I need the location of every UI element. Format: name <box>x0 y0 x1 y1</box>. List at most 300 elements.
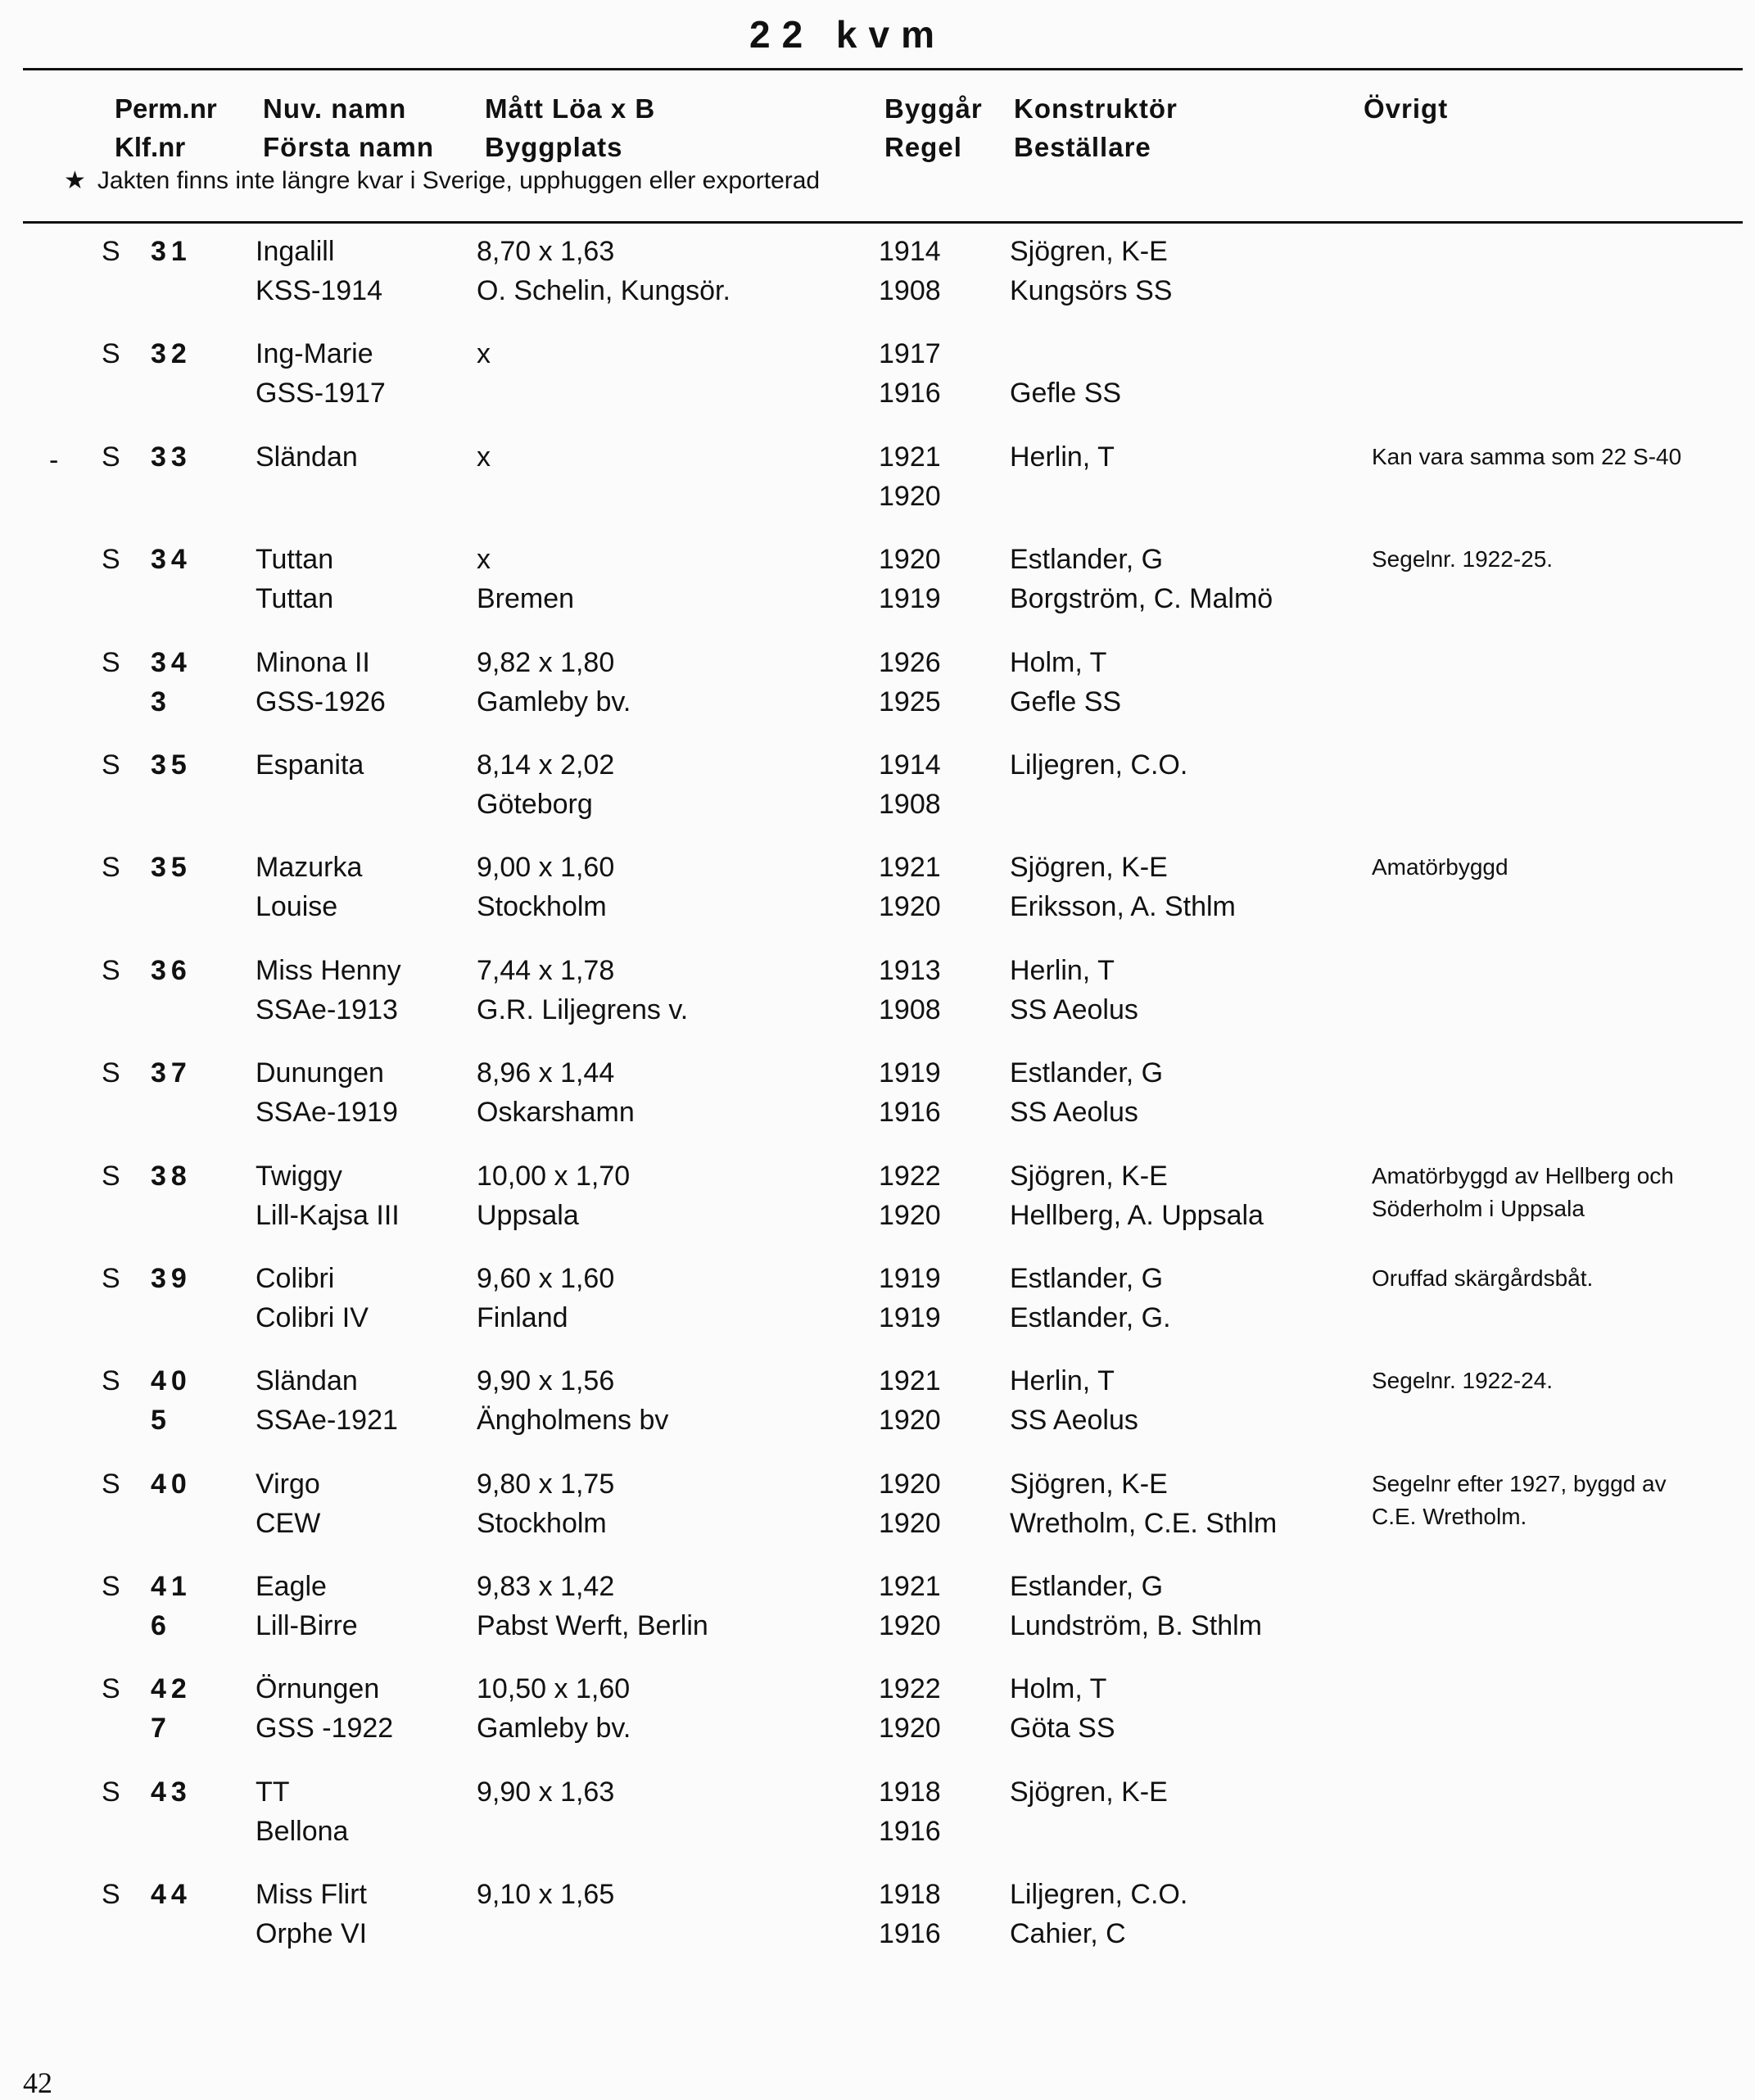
field-matt: 9,60 x 1,60 <box>477 1262 615 1294</box>
cell-konstruktor-bestallare <box>1010 951 1138 1030</box>
field-name: Tuttan <box>256 544 334 576</box>
cell-konstruktor-bestallare <box>1010 1464 1277 1543</box>
field-regel: 1908 <box>879 275 941 306</box>
table-row <box>0 1669 1755 1772</box>
field-s: S <box>102 1673 120 1705</box>
field-byggplats <box>477 1914 614 1953</box>
cell-s <box>102 1053 120 1093</box>
field-klf <box>151 1812 192 1851</box>
cell-matt-byggplats <box>477 1875 614 1953</box>
field-s: S <box>102 1160 120 1192</box>
cell-ovrigt <box>1372 540 1553 609</box>
table-row <box>0 848 1755 950</box>
header-klf-nr: Klf.nr <box>115 132 186 162</box>
field-klf: 7 <box>151 1713 171 1745</box>
field-klf: 6 <box>151 1610 171 1642</box>
cell-s <box>102 232 120 271</box>
field-perm: 40 <box>151 1468 192 1500</box>
header-matt <box>485 89 655 166</box>
cell-s <box>102 1464 120 1504</box>
field-byggplats: Gamleby bv. <box>477 1713 631 1745</box>
field-konstruktor: Liljegren, C.O. <box>1010 749 1188 781</box>
field-regel: 1925 <box>879 686 941 717</box>
field-name: Minona II <box>256 646 370 678</box>
field-matt: 9,80 x 1,75 <box>477 1468 615 1500</box>
field-klf <box>151 1298 192 1337</box>
field-first-name: GSS-1917 <box>256 378 386 410</box>
field-s: S <box>102 1571 120 1603</box>
cell-konstruktor-bestallare <box>1010 1053 1163 1132</box>
field-regel: 1920 <box>879 1713 941 1745</box>
field-klf: 3 <box>151 686 171 717</box>
cell-names <box>256 1464 320 1543</box>
cell-matt-byggplats <box>477 1567 708 1645</box>
field-regel: 1919 <box>879 583 941 615</box>
field-bestallare: Wretholm, C.E. Sthlm <box>1010 1507 1278 1539</box>
note-line <box>64 165 820 197</box>
field-name: Colibri <box>256 1262 335 1294</box>
field-year: 1921 <box>879 441 941 473</box>
field-byggplats: Bremen <box>477 583 575 615</box>
cell-perm-klf <box>151 951 192 1030</box>
cell-konstruktor-bestallare <box>1010 1875 1187 1953</box>
cell-konstruktor-bestallare <box>1010 1259 1171 1337</box>
cell-matt-byggplats <box>477 1053 635 1132</box>
field-name: Miss Flirt <box>256 1879 367 1911</box>
table-row <box>0 1156 1755 1259</box>
field-matt: 9,90 x 1,56 <box>477 1365 615 1397</box>
field-name: Miss Henny <box>256 954 401 986</box>
field-regel: 1920 <box>879 480 941 512</box>
field-klf <box>151 373 192 413</box>
field-bestallare: SS Aeolus <box>1010 1097 1138 1129</box>
cell-s <box>102 1156 120 1196</box>
cell-s <box>102 643 120 682</box>
cell-matt-byggplats <box>477 1156 630 1235</box>
field-regel: 1920 <box>879 891 941 923</box>
field-perm: 36 <box>151 954 192 986</box>
cell-names <box>256 1053 398 1132</box>
cell-s <box>102 540 120 579</box>
field-year: 1920 <box>879 544 941 576</box>
field-name: Virgo <box>256 1468 320 1500</box>
cell-names <box>256 437 358 516</box>
field-konstruktor: Estlander, G <box>1010 1571 1164 1603</box>
field-regel: 1916 <box>879 1918 941 1950</box>
table-row <box>0 745 1755 848</box>
field-year: 1913 <box>879 954 941 986</box>
field-ovrigt-1: Segelnr. 1922-24. <box>1372 1368 1554 1394</box>
cell-matt-byggplats <box>477 334 491 413</box>
field-klf <box>151 271 192 310</box>
header-konstruktor-block <box>1014 89 1178 166</box>
field-year: 1920 <box>879 1468 941 1500</box>
cell-perm-klf <box>151 1156 192 1235</box>
cell-perm-klf <box>151 232 192 310</box>
field-klf <box>151 785 192 824</box>
field-s: S <box>102 544 120 576</box>
field-perm: 40 <box>151 1365 192 1397</box>
cell-names <box>256 1875 367 1953</box>
field-byggplats: Pabst Werft, Berlin <box>477 1610 708 1642</box>
cell-year-regel <box>879 1875 941 1953</box>
header-perm-nr: Perm.nr <box>115 93 217 124</box>
cell-matt-byggplats <box>477 540 574 618</box>
field-s: S <box>102 1776 120 1808</box>
cell-names <box>256 1259 369 1337</box>
cell-year-regel <box>879 437 941 516</box>
cell-names <box>256 1772 348 1851</box>
cell-names <box>256 232 382 310</box>
field-klf <box>151 579 192 618</box>
cell-matt-byggplats <box>477 1259 614 1337</box>
field-first-name: GSS-1926 <box>256 686 386 717</box>
cell-names <box>256 643 386 722</box>
cell-names <box>256 334 386 413</box>
field-perm: 41 <box>151 1571 192 1603</box>
field-konstruktor: Sjögren, K-E <box>1010 1468 1168 1500</box>
field-perm: 35 <box>151 749 192 781</box>
field-regel: 1908 <box>879 993 941 1025</box>
table-row <box>0 951 1755 1053</box>
field-name: Sländan <box>256 1365 358 1397</box>
field-first-name <box>256 477 358 516</box>
field-first-name: SSAe-1919 <box>256 1097 398 1129</box>
field-ovrigt-2: C.E. Wretholm. <box>1372 1503 1527 1529</box>
cell-year-regel <box>879 334 941 413</box>
field-matt: 9,90 x 1,63 <box>477 1776 615 1808</box>
field-byggplats <box>477 373 491 413</box>
cell-ovrigt <box>1372 848 1508 916</box>
field-bestallare: Hellberg, A. Uppsala <box>1010 1199 1264 1231</box>
table-row <box>0 1567 1755 1669</box>
field-regel: 1916 <box>879 1097 941 1129</box>
field-matt: 9,10 x 1,65 <box>477 1879 615 1911</box>
cell-perm-klf <box>151 1669 192 1748</box>
cell-names <box>256 1361 398 1440</box>
cell-perm-klf <box>151 1567 192 1645</box>
entries-list <box>0 232 1755 1978</box>
field-bestallare: Eriksson, A. Sthlm <box>1010 891 1236 923</box>
cell-konstruktor-bestallare <box>1010 1772 1168 1851</box>
field-perm: 38 <box>151 1160 192 1192</box>
header-nuv-namn: Nuv. namn <box>263 93 407 124</box>
field-perm: 35 <box>151 852 192 884</box>
cell-s <box>102 1259 120 1298</box>
cell-year-regel <box>879 951 941 1030</box>
cell-s <box>102 951 120 990</box>
field-byggplats <box>477 477 491 516</box>
field-ovrigt-1: Segelnr. 1922-25. <box>1372 546 1554 573</box>
field-name: TT <box>256 1776 290 1808</box>
cell-matt-byggplats <box>477 643 631 722</box>
field-first-name: Colibri IV <box>256 1301 369 1333</box>
field-first-name: CEW <box>256 1507 321 1539</box>
field-konstruktor: Estlander, G <box>1010 1262 1164 1294</box>
cell-s <box>102 848 120 887</box>
field-konstruktor <box>1010 334 1121 373</box>
cell-ovrigt <box>1372 1464 1667 1533</box>
cell-names <box>256 1156 400 1235</box>
field-perm: 39 <box>151 1262 192 1294</box>
field-konstruktor: Holm, T <box>1010 646 1107 678</box>
field-bestallare: Lundström, B. Sthlm <box>1010 1610 1263 1642</box>
field-matt: 7,44 x 1,78 <box>477 954 615 986</box>
header-byggar: Byggår <box>884 93 983 124</box>
field-first-name: GSS -1922 <box>256 1713 394 1745</box>
cell-names <box>256 951 401 1030</box>
cell-s <box>102 1875 120 1914</box>
field-year: 1919 <box>879 1057 941 1089</box>
field-perm: 31 <box>151 236 192 267</box>
cell-perm-klf <box>151 1361 192 1440</box>
field-byggplats: Stockholm <box>477 891 607 923</box>
field-perm: 43 <box>151 1776 192 1808</box>
field-regel: 1920 <box>879 1507 941 1539</box>
field-byggplats <box>477 1812 614 1851</box>
field-matt: 8,70 x 1,63 <box>477 236 615 267</box>
cell-konstruktor-bestallare <box>1010 540 1273 618</box>
cell-konstruktor-bestallare <box>1010 745 1187 824</box>
field-bestallare: Kungsörs SS <box>1010 275 1173 306</box>
cell-year-regel <box>879 745 941 824</box>
field-konstruktor: Herlin, T <box>1010 1365 1115 1397</box>
cell-konstruktor-bestallare <box>1010 1156 1264 1235</box>
field-ovrigt-1: Kan vara samma som 22 S-40 <box>1372 443 1682 469</box>
field-name: Örnungen <box>256 1673 380 1705</box>
cell-matt-byggplats <box>477 1464 614 1543</box>
field-ovrigt-2: Söderholm i Uppsala <box>1372 1195 1585 1221</box>
cell-matt-byggplats <box>477 745 614 824</box>
field-name: Twiggy <box>256 1160 342 1192</box>
field-regel: 1916 <box>879 378 941 410</box>
field-perm: 34 <box>151 646 192 678</box>
field-s: S <box>102 749 120 781</box>
field-first-name: SSAe-1921 <box>256 1405 398 1437</box>
field-year: 1922 <box>879 1160 941 1192</box>
table-row <box>0 1464 1755 1567</box>
cell-names <box>256 540 333 618</box>
field-ovrigt-1: Oruffad skärgårdsbåt. <box>1372 1265 1594 1291</box>
header-names <box>263 89 434 166</box>
field-klf <box>151 887 192 926</box>
field-byggplats: Finland <box>477 1301 568 1333</box>
field-year: 1921 <box>879 1571 941 1603</box>
cell-matt-byggplats <box>477 1669 631 1748</box>
cell-perm-klf <box>151 1875 192 1953</box>
field-s: S <box>102 1468 120 1500</box>
field-name: Ing-Marie <box>256 338 373 370</box>
field-matt: 8,14 x 2,02 <box>477 749 615 781</box>
header-matt-loa-b: Mått Löa x B <box>485 93 656 124</box>
cell-names <box>256 1669 393 1748</box>
cell-perm-klf <box>151 1464 192 1543</box>
header-perm-klf <box>115 89 217 166</box>
field-year: 1921 <box>879 1365 941 1397</box>
field-regel: 1920 <box>879 1199 941 1231</box>
header-regel: Regel <box>884 132 962 162</box>
field-year: 1919 <box>879 1262 941 1294</box>
field-year: 1926 <box>879 646 941 678</box>
field-klf <box>151 1914 192 1953</box>
field-bestallare: Borgström, C. Malmö <box>1010 583 1273 615</box>
cell-konstruktor-bestallare <box>1010 1567 1262 1645</box>
field-ovrigt-2 <box>1372 884 1508 916</box>
cell-perm-klf <box>151 437 192 516</box>
cell-perm-klf <box>151 643 192 722</box>
header-bestallare: Beställare <box>1014 132 1151 162</box>
field-matt: x <box>477 338 491 370</box>
table-row <box>0 437 1755 540</box>
field-konstruktor: Sjögren, K-E <box>1010 1160 1168 1192</box>
cell-year-regel <box>879 1156 941 1235</box>
cell-perm-klf <box>151 1259 192 1337</box>
cell-ovrigt <box>1372 1156 1674 1225</box>
field-ovrigt-1: Amatörbyggd <box>1372 854 1508 880</box>
field-year: 1917 <box>879 338 941 370</box>
cell-perm-klf <box>151 848 192 926</box>
field-konstruktor: Liljegren, C.O. <box>1010 1879 1188 1911</box>
cell-ovrigt <box>1372 1361 1553 1430</box>
field-klf <box>151 1196 192 1235</box>
table-row <box>0 1053 1755 1156</box>
field-bestallare: Cahier, C <box>1010 1918 1126 1950</box>
cell-s <box>102 745 120 785</box>
field-ovrigt-2 <box>1372 576 1553 609</box>
header-konstruktor: Konstruktör <box>1014 93 1178 124</box>
cell-perm-klf <box>151 1772 192 1851</box>
cell-konstruktor-bestallare <box>1010 848 1236 926</box>
cell-konstruktor-bestallare <box>1010 232 1172 310</box>
field-konstruktor: Sjögren, K-E <box>1010 852 1168 884</box>
field-name: Espanita <box>256 749 364 781</box>
field-byggplats: Gamleby bv. <box>477 686 631 717</box>
field-matt: 8,96 x 1,44 <box>477 1057 615 1089</box>
field-s: S <box>102 441 120 473</box>
cell-year-regel <box>879 1053 941 1132</box>
field-year: 1918 <box>879 1776 941 1808</box>
field-matt: x <box>477 441 491 473</box>
field-matt: 10,00 x 1,70 <box>477 1160 631 1192</box>
cell-ovrigt <box>1372 437 1681 506</box>
cell-perm-klf <box>151 540 192 618</box>
field-matt: x <box>477 544 491 576</box>
header-bottom-rule <box>23 221 1743 224</box>
field-perm: 32 <box>151 338 192 370</box>
field-first-name: Lill-Kajsa III <box>256 1199 400 1231</box>
field-bestallare: Göta SS <box>1010 1713 1115 1745</box>
field-byggplats: Ängholmens bv <box>477 1405 669 1437</box>
field-perm: 37 <box>151 1057 192 1089</box>
field-bestallare: Estlander, G. <box>1010 1301 1171 1333</box>
cell-year-regel <box>879 643 941 722</box>
cell-s <box>102 334 120 373</box>
cell-year-regel <box>879 848 941 926</box>
field-name: Dunungen <box>256 1057 384 1089</box>
cell-konstruktor-bestallare <box>1010 334 1121 413</box>
field-s: S <box>102 338 120 370</box>
cell-year-regel <box>879 1259 941 1337</box>
field-first-name: Bellona <box>256 1815 349 1847</box>
table-row <box>0 643 1755 745</box>
cell-matt-byggplats <box>477 232 730 310</box>
field-regel: 1916 <box>879 1815 941 1847</box>
row-marker: - <box>49 444 59 476</box>
field-name: Eagle <box>256 1571 327 1603</box>
field-ovrigt-1: Amatörbyggd av Hellberg och <box>1372 1162 1674 1188</box>
field-konstruktor: Estlander, G <box>1010 544 1164 576</box>
field-first-name: Tuttan <box>256 583 334 615</box>
cell-s <box>102 1772 120 1812</box>
field-konstruktor: Herlin, T <box>1010 954 1115 986</box>
field-regel: 1919 <box>879 1301 941 1333</box>
cell-ovrigt <box>1372 1259 1593 1328</box>
field-first-name: Orphe VI <box>256 1918 368 1950</box>
field-klf <box>151 477 192 516</box>
field-s: S <box>102 1879 120 1911</box>
table-row <box>0 1361 1755 1464</box>
field-klf <box>151 1093 192 1132</box>
cell-year-regel <box>879 1464 941 1543</box>
field-byggplats: O. Schelin, Kungsör. <box>477 275 730 306</box>
cell-konstruktor-bestallare <box>1010 1669 1115 1748</box>
field-ovrigt-2 <box>1372 1295 1593 1328</box>
field-konstruktor: Estlander, G <box>1010 1057 1164 1089</box>
cell-konstruktor-bestallare <box>1010 1361 1138 1440</box>
field-ovrigt-2 <box>1372 473 1681 506</box>
field-s: S <box>102 646 120 678</box>
cell-perm-klf <box>151 1053 192 1132</box>
cell-matt-byggplats <box>477 848 614 926</box>
field-ovrigt-1: Segelnr efter 1927, byggd av <box>1372 1470 1667 1496</box>
cell-perm-klf <box>151 745 192 824</box>
field-first-name: KSS-1914 <box>256 275 382 306</box>
cell-s <box>102 1669 120 1709</box>
field-bestallare: Gefle SS <box>1010 378 1122 410</box>
field-matt: 9,00 x 1,60 <box>477 852 615 884</box>
field-regel: 1920 <box>879 1610 941 1642</box>
header-ovrigt-block <box>1364 89 1448 128</box>
field-name: Mazurka <box>256 852 363 884</box>
cell-matt-byggplats <box>477 1361 668 1440</box>
cell-year-regel <box>879 1361 941 1440</box>
table-row <box>0 1772 1755 1875</box>
field-konstruktor: Sjögren, K-E <box>1010 1776 1168 1808</box>
field-s: S <box>102 954 120 986</box>
field-klf <box>151 990 192 1030</box>
field-first-name: Louise <box>256 891 338 923</box>
field-konstruktor: Holm, T <box>1010 1673 1107 1705</box>
page-number: 42 <box>23 2066 52 2099</box>
field-konstruktor: Sjögren, K-E <box>1010 236 1168 267</box>
field-bestallare: SS Aeolus <box>1010 993 1138 1025</box>
page-title: 22 kvm <box>749 13 946 56</box>
field-bestallare <box>1010 785 1187 824</box>
cell-konstruktor-bestallare <box>1010 437 1115 516</box>
field-regel: 1908 <box>879 788 941 820</box>
cell-year-regel <box>879 232 941 310</box>
field-s: S <box>102 1262 120 1294</box>
field-s: S <box>102 852 120 884</box>
field-s: S <box>102 236 120 267</box>
field-ovrigt-2 <box>1372 1397 1553 1430</box>
field-bestallare <box>1010 1812 1168 1851</box>
field-bestallare: SS Aeolus <box>1010 1405 1138 1437</box>
field-s: S <box>102 1057 120 1089</box>
cell-names <box>256 1567 358 1645</box>
field-bestallare <box>1010 477 1115 516</box>
table-row <box>0 540 1755 642</box>
